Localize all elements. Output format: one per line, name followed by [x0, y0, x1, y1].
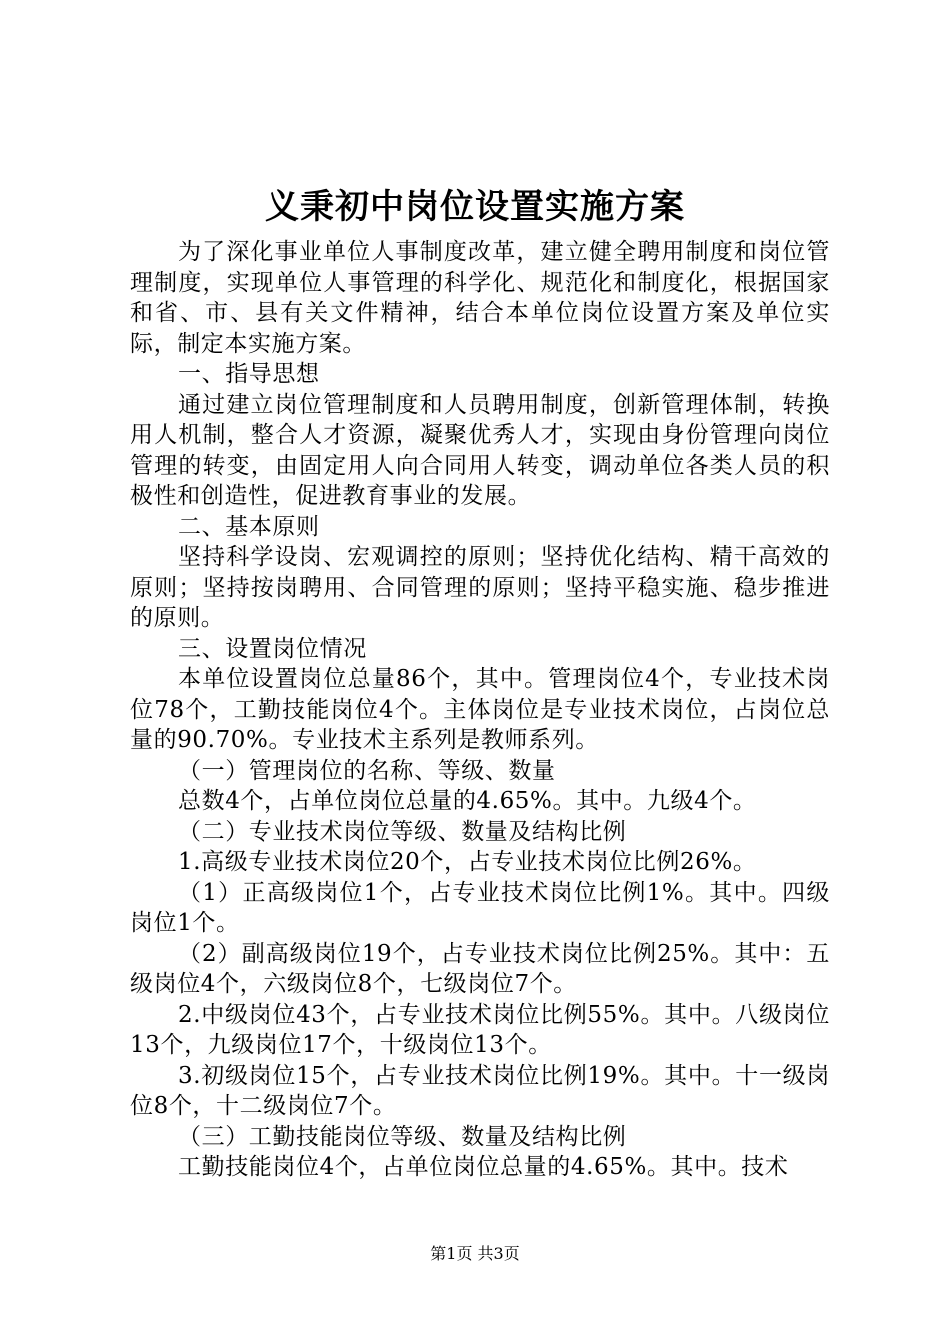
heading-post-setup: 三、设置岗位情况 [178, 635, 367, 662]
heading-basic-principles: 二、基本原则 [178, 513, 320, 540]
paragraph-full-senior-posts: （1）正高级岗位1个，占专业技术岗位比例1%。其中。四级岗位1个。 [130, 879, 830, 936]
paragraph-basic-principles: 坚持科学设岗、宏观调控的原则；坚持优化结构、精干高效的原则；坚持按岗聘用、合同管理的原则；坚持平稳实施、稳步推进的原则。 [130, 544, 830, 631]
page-footer: 第1页 共3页 [430, 1244, 520, 1263]
paragraph-junior-posts: 3.初级岗位15个，占专业技术岗位比例19%。其中。十一级岗位8个，十二级岗位7个。 [130, 1062, 830, 1119]
paragraph-management-posts: 总数4个，占单位岗位总量的4.65%。其中。九级4个。 [178, 788, 757, 814]
subheading-management-posts: （一）管理岗位的名称、等级、数量 [178, 757, 556, 784]
subheading-technical-posts: （二）专业技术岗位等级、数量及结构比例 [178, 818, 627, 845]
paragraph-intro: 为了深化事业单位人事制度改革，建立健全聘用制度和岗位管理制度，实现单位人事管理的科学化、规范化和制度化，根据国家和省、市、县有关文件精神，结合本单位岗位设置方案及单位实际，制定本实施方案。 [130, 239, 830, 357]
paragraph-post-setup: 本单位设置岗位总量86个，其中。管理岗位4个，专业技术岗位78个，工勤技能岗位4个。主体岗位是专业技术岗位，占岗位总量的90.70%。专业技术主系列是教师系列。 [130, 666, 830, 753]
document-body [130, 237, 830, 1183]
paragraph-deputy-senior-posts: （2）副高级岗位19个，占专业技术岗位比例25%。其中：五级岗位4个，六级岗位8个，七级岗位7个。 [130, 940, 830, 997]
heading-guiding-ideology: 一、指导思想 [178, 361, 320, 387]
subheading-worker-posts: （三）工勤技能岗位等级、数量及结构比例 [178, 1123, 627, 1150]
paragraph-guiding-ideology: 通过建立岗位管理制度和人员聘用制度，创新管理体制，转换用人机制，整合人才资源，凝聚优秀人才，实现由身份管理向岗位管理的转变，由固定用人向合同用人转变，调动单位各类人员的积极性和创造性，促进教育事业的发展。 [130, 391, 830, 509]
paragraph-senior-posts: 1.高级专业技术岗位20个，占专业技术岗位比例26%。 [178, 849, 757, 875]
document-title: 义秉初中岗位设置实施方案 [265, 187, 685, 227]
paragraph-intermediate-posts: 2.中级岗位43个，占专业技术岗位比例55%。其中。八级岗位13个，九级岗位17个，十级岗位13个。 [130, 1001, 830, 1058]
paragraph-worker-posts: 工勤技能岗位4个，占单位岗位总量的4.65%。其中。技术 [178, 1154, 789, 1180]
